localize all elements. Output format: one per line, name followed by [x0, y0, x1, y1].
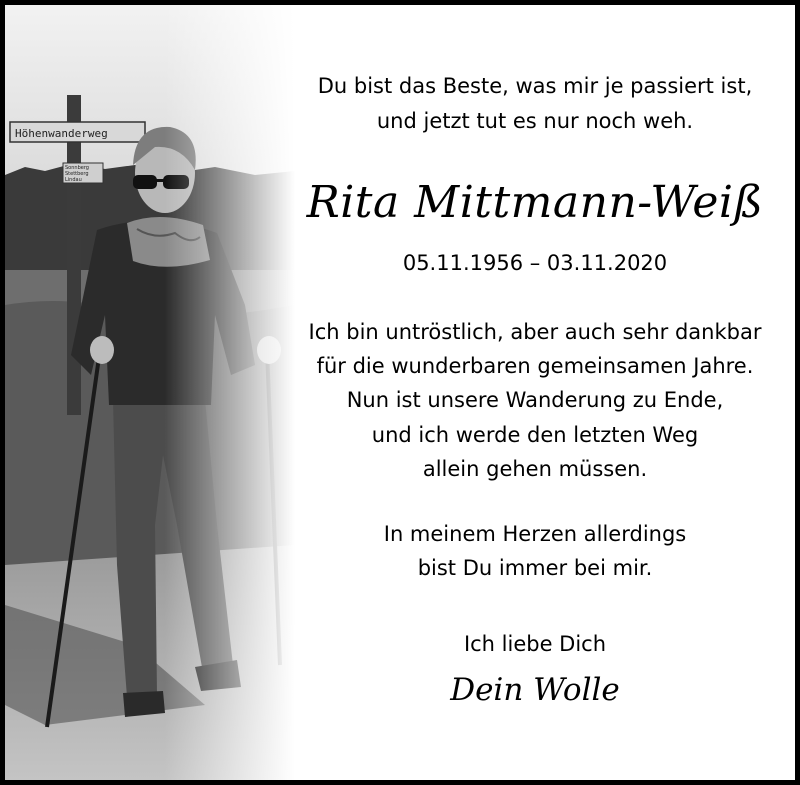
obituary-text — [275, 5, 795, 780]
closing-line-1: In meinem Herzen allerdings — [383, 522, 687, 546]
message-line-3: Nun ist unsere Wanderung zu Ende, — [346, 388, 724, 412]
deceased-name: Rita Mittmann-Weiß — [306, 177, 764, 228]
love-line: Ich liebe Dich — [463, 632, 607, 656]
message-line-1: Ich bin untröstlich, aber auch sehr dankbar — [308, 320, 762, 344]
intro-line-1: Du bist das Beste, was mir je passiert ist, — [317, 74, 753, 98]
message-line-5: allein gehen müssen. — [422, 457, 648, 481]
closing-line-2: bist Du immer bei mir. — [417, 556, 653, 580]
portrait-photo — [5, 5, 295, 780]
message-line-2: für die wunderbaren gemeinsamen Jahre. — [316, 354, 754, 378]
intro-line-2: und jetzt tut es nur noch weh. — [376, 109, 694, 133]
message-line-4: und ich werde den letzten Weg — [371, 423, 699, 447]
life-dates: 05.11.1956 – 03.11.2020 — [402, 251, 668, 275]
signature: Dein Wolle — [450, 672, 620, 708]
